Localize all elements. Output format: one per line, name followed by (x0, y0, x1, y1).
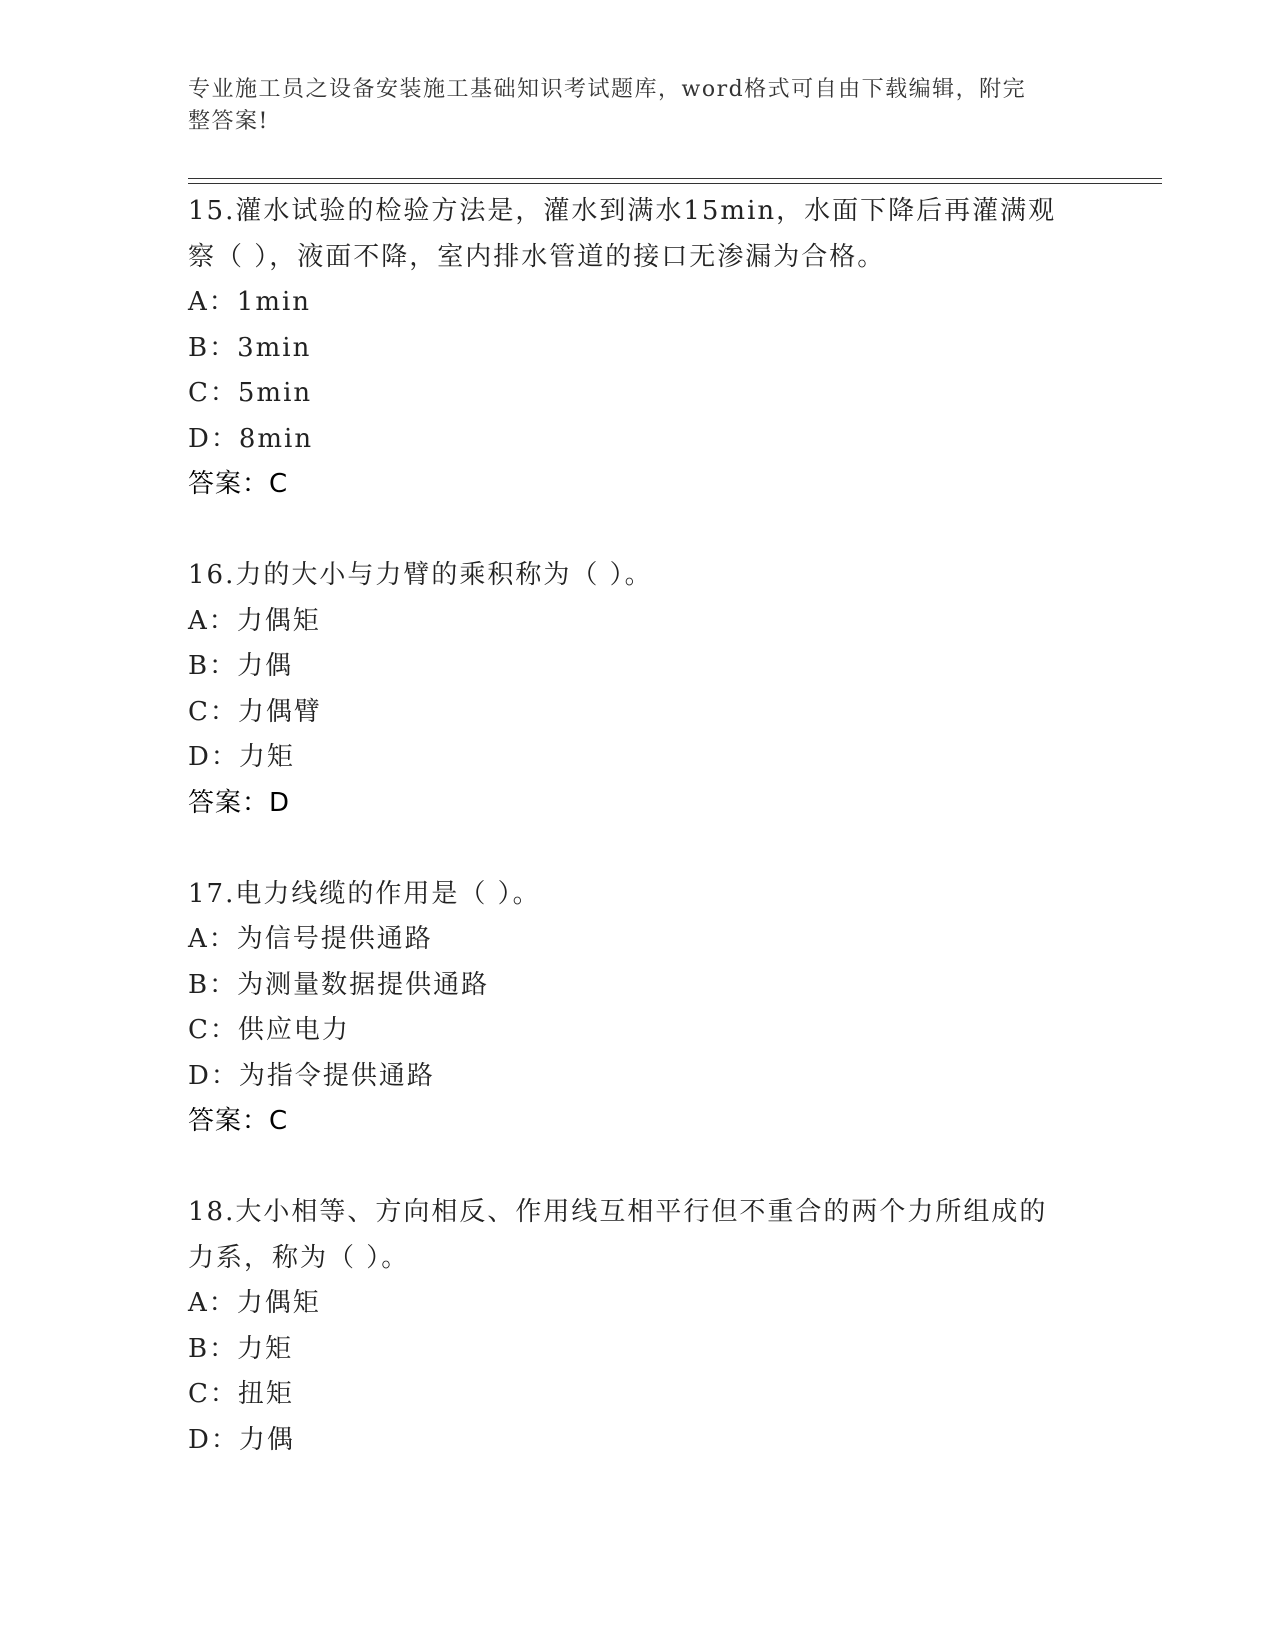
answer-line: 答案：C (188, 469, 289, 499)
question-spacer (188, 826, 1088, 872)
document-header (188, 74, 1068, 138)
header-divider-bottom (188, 183, 1162, 184)
header-line-1: 专业施工员之设备安装施工基础知识考试题库，word格式可自由下载编辑，附完 (188, 77, 1027, 102)
option-b: B：为测量数据提供通路 (188, 969, 490, 1000)
question-stem (188, 553, 1088, 599)
question-spacer (188, 1144, 1088, 1190)
option-b: B：3min (188, 332, 312, 363)
option-d: D：8min (188, 423, 314, 454)
question-17 (188, 872, 1088, 1145)
option-d: D：为指令提供通路 (188, 1060, 435, 1091)
question-stem (188, 189, 1088, 280)
question-18 (188, 1190, 1088, 1463)
header-divider-top (188, 178, 1162, 179)
answer-line: 答案：D (188, 787, 291, 818)
question-list (188, 189, 1088, 1463)
option-b: B：力矩 (188, 1333, 294, 1364)
question-stem-line: 18.大小相等、方向相反、作用线互相平行但不重合的两个力所组成的 (188, 1197, 1048, 1227)
option-c: C：5min (188, 378, 313, 408)
question-stem-line: 16.力的大小与力臂的乘积称为（ ）。 (188, 560, 653, 590)
option-c: C：供应电力 (188, 1015, 350, 1045)
question-stem-line: 察（ ），液面不降，室内排水管道的接口无渗漏为合格。 (188, 241, 886, 272)
option-c: C：扭矩 (188, 1379, 294, 1409)
question-stem-line: 17.电力线缆的作用是（ ）。 (188, 878, 541, 909)
question-stem (188, 1190, 1088, 1281)
question-stem-line: 15.灌水试验的检验方法是，灌水到满水15min，水面下降后再灌满观 (188, 196, 1057, 226)
option-a: A：为信号提供通路 (188, 924, 433, 954)
question-15 (188, 189, 1088, 507)
option-d: D：力偶 (188, 1424, 295, 1455)
option-b: B：力偶 (188, 651, 294, 681)
option-a: A：力偶矩 (188, 1288, 321, 1318)
answer-line: 答案：C (188, 1106, 289, 1136)
option-d: D：力矩 (188, 742, 295, 772)
question-16 (188, 553, 1088, 826)
option-a: A：1min (188, 287, 312, 317)
question-stem (188, 872, 1088, 918)
question-spacer (188, 507, 1088, 553)
question-stem-line: 力系，称为（ ）。 (188, 1242, 410, 1273)
header-line-2: 整答案! (188, 109, 269, 134)
option-c: C：力偶臂 (188, 696, 322, 727)
option-a: A：力偶矩 (188, 605, 321, 636)
